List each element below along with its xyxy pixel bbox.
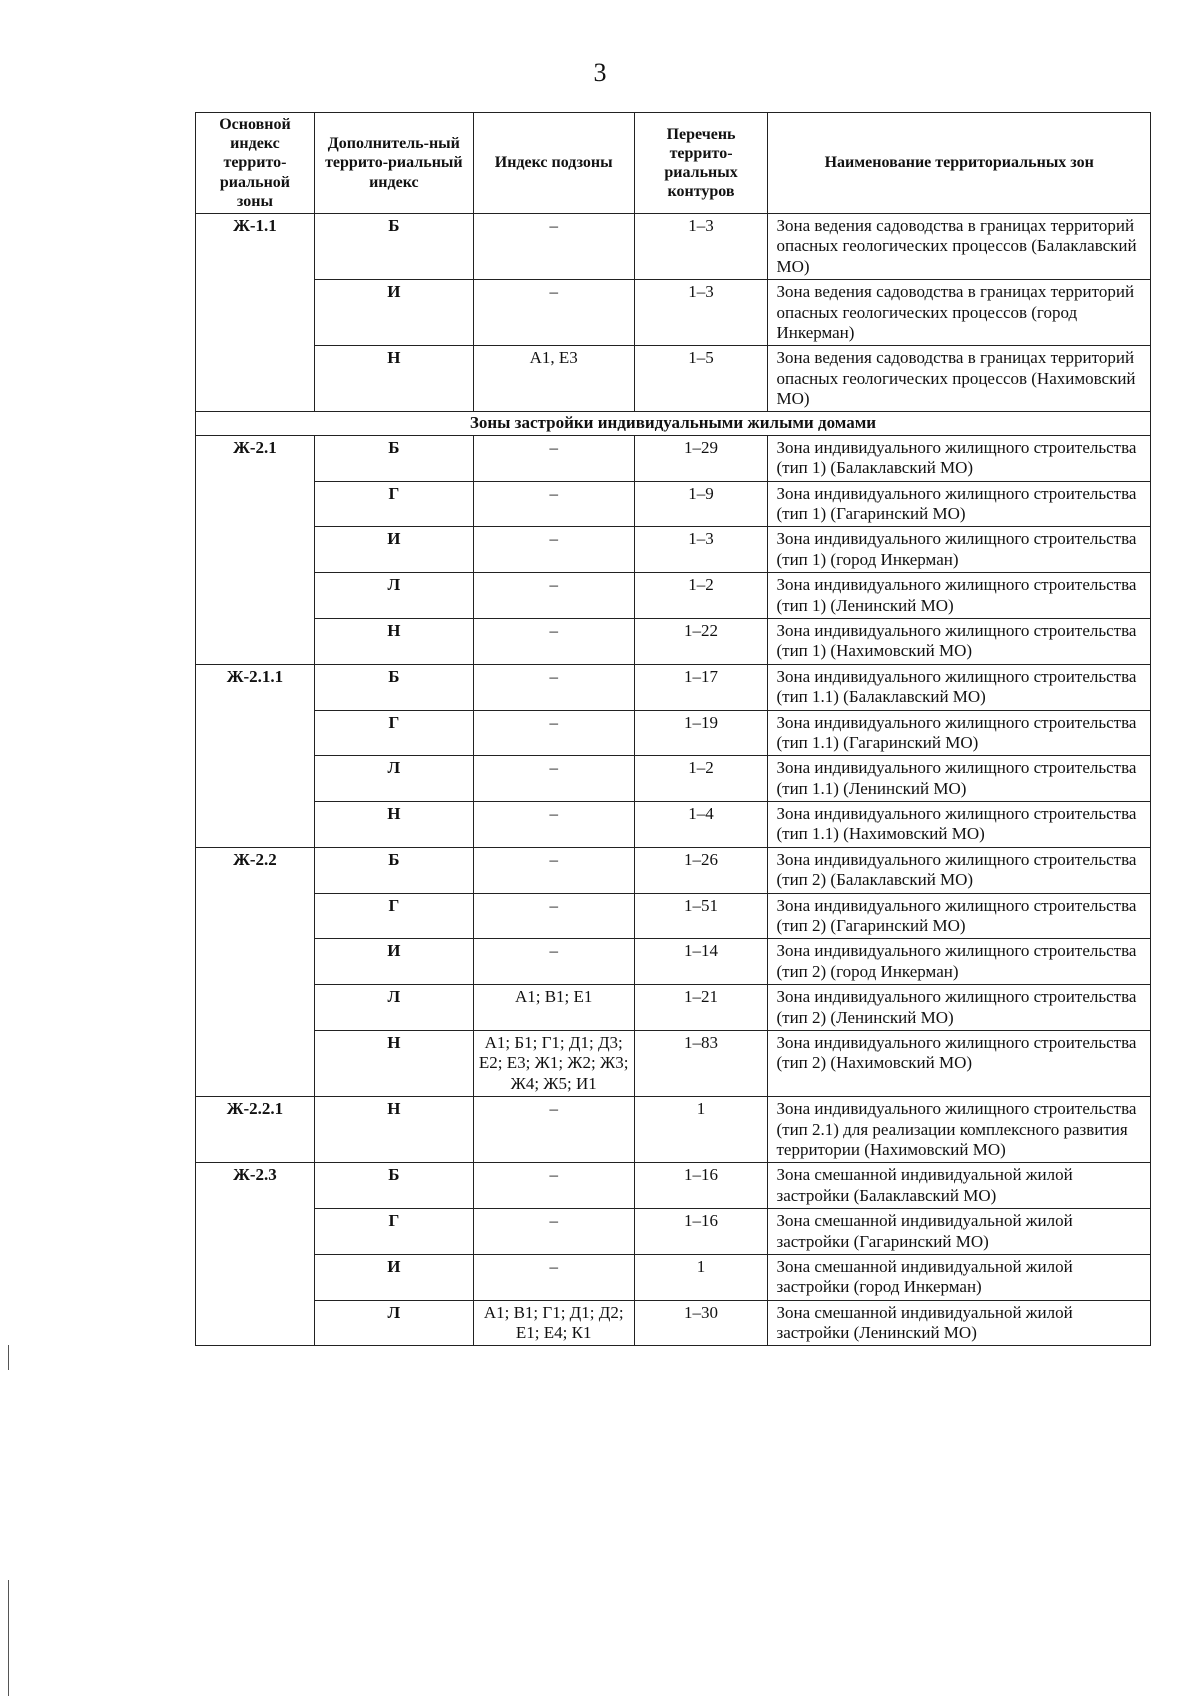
table-row [196,1209,1151,1255]
table-row [196,664,1151,710]
main-index-cell: Ж-2.2.1 [196,1097,315,1163]
main-index-cell: Ж-2.1.1 [196,664,315,847]
sub-index-cell: – [473,618,634,664]
add-index-cell: И [314,527,473,573]
sub-index-cell: – [473,1097,634,1163]
table-row [196,1097,1151,1163]
zone-name-cell: Зона индивидуального жилищного строительства (тип 1.1) (Ленинский МО) [768,756,1151,802]
zone-name-cell: Зона ведения садоводства в границах территорий опасных геологических процессов (Нахимовский МО) [768,346,1151,412]
zone-name-cell: Зона индивидуального жилищного строительства (тип 1.1) (Нахимовский МО) [768,802,1151,848]
table-row [196,1031,1151,1097]
contours-cell: 1–5 [634,346,768,412]
contours-cell: 1–29 [634,435,768,481]
zone-name-cell: Зона индивидуального жилищного строительства (тип 1) (Гагаринский МО) [768,481,1151,527]
main-index-cell: Ж-2.1 [196,435,315,664]
contours-cell: 1–4 [634,802,768,848]
sub-index-cell: – [473,893,634,939]
section-row [196,412,1151,435]
contours-cell: 1–16 [634,1163,768,1209]
section-title: Зоны застройки индивидуальными жилыми домами [196,412,1151,435]
contours-cell: 1 [634,1254,768,1300]
add-index-cell: Г [314,481,473,527]
zone-name-cell: Зона индивидуального жилищного строительства (тип 2.1) для реализации комплексного развития территории (Нахимовский МО) [768,1097,1151,1163]
zone-name-cell: Зона ведения садоводства в границах территорий опасных геологических процессов (Балаклавский МО) [768,213,1151,279]
table-row [196,618,1151,664]
add-index-cell: Б [314,1163,473,1209]
contours-cell: 1–51 [634,893,768,939]
add-index-cell: Л [314,573,473,619]
add-index-cell: И [314,939,473,985]
sub-index-cell: – [473,435,634,481]
table-row [196,481,1151,527]
page-number: 3 [593,58,607,87]
zone-name-cell: Зона смешанной индивидуальной жилой застройки (Балаклавский МО) [768,1163,1151,1209]
add-index-cell: И [314,280,473,346]
add-index-cell: Г [314,893,473,939]
table-header-row [196,113,1151,214]
sub-index-cell: – [473,847,634,893]
add-index-cell: Н [314,618,473,664]
header-name: Наименование территориальных зон [768,113,1151,214]
sub-index-cell: – [473,756,634,802]
add-index-cell: Г [314,1209,473,1255]
add-index-cell: Н [314,1031,473,1097]
table-row [196,435,1151,481]
zone-name-cell: Зона индивидуального жилищного строительства (тип 1) (Ленинский МО) [768,573,1151,619]
header-contours: Перечень террито-риальных контуров [634,113,768,214]
contours-cell: 1–19 [634,710,768,756]
add-index-cell: Б [314,847,473,893]
add-index-cell: Б [314,435,473,481]
zone-name-cell: Зона индивидуального жилищного строительства (тип 2) (Балаклавский МО) [768,847,1151,893]
add-index-cell: И [314,1254,473,1300]
sub-index-cell: – [473,213,634,279]
contours-cell: 1–16 [634,1209,768,1255]
table-row [196,893,1151,939]
contours-cell: 1–22 [634,618,768,664]
sub-index-cell: – [473,1254,634,1300]
contours-cell: 1–2 [634,573,768,619]
table-row [196,213,1151,279]
contours-cell: 1–26 [634,847,768,893]
table-row [196,1300,1151,1346]
table-row [196,802,1151,848]
table-row [196,710,1151,756]
contours-cell: 1 [634,1097,768,1163]
sub-index-cell: А1; В1; Г1; Д1; Д2; Е1; Е4; К1 [473,1300,634,1346]
zone-name-cell: Зона смешанной индивидуальной жилой застройки (Ленинский МО) [768,1300,1151,1346]
contours-cell: 1–2 [634,756,768,802]
add-index-cell: Н [314,346,473,412]
zone-name-cell: Зона индивидуального жилищного строительства (тип 1) (Балаклавский МО) [768,435,1151,481]
add-index-cell: Г [314,710,473,756]
add-index-cell: Л [314,985,473,1031]
zone-name-cell: Зона индивидуального жилищного строительства (тип 1) (Нахимовский МО) [768,618,1151,664]
sub-index-cell: А1; В1; Е1 [473,985,634,1031]
header-main-index: Основной индекс террито-риальной зоны [196,113,315,214]
table-row [196,280,1151,346]
add-index-cell: Л [314,756,473,802]
zones-table [195,112,1151,1346]
main-index-cell: Ж-1.1 [196,213,315,412]
sub-index-cell: А1; Б1; Г1; Д1; Д3; Е2; Е3; Ж1; Ж2; Ж3; Ж4; Ж5; И1 [473,1031,634,1097]
table-row [196,985,1151,1031]
table-body [196,213,1151,1346]
table-row [196,527,1151,573]
zone-name-cell: Зона индивидуального жилищного строительства (тип 1) (город Инкерман) [768,527,1151,573]
sub-index-cell: – [473,527,634,573]
zone-name-cell: Зона индивидуального жилищного строительства (тип 1.1) (Балаклавский МО) [768,664,1151,710]
sub-index-cell: А1, Е3 [473,346,634,412]
sub-index-cell: – [473,280,634,346]
table-row [196,1163,1151,1209]
add-index-cell: Н [314,802,473,848]
contours-cell: 1–3 [634,527,768,573]
zone-name-cell: Зона индивидуального жилищного строительства (тип 1.1) (Гагаринский МО) [768,710,1151,756]
sub-index-cell: – [473,1163,634,1209]
table-row [196,573,1151,619]
contours-cell: 1–17 [634,664,768,710]
contours-cell: 1–30 [634,1300,768,1346]
sub-index-cell: – [473,710,634,756]
add-index-cell: Б [314,213,473,279]
main-index-cell: Ж-2.2 [196,847,315,1096]
zone-name-cell: Зона индивидуального жилищного строительства (тип 2) (Нахимовский МО) [768,1031,1151,1097]
scan-margin-mark [8,1345,9,1370]
contours-cell: 1–21 [634,985,768,1031]
sub-index-cell: – [473,573,634,619]
header-sub-index: Индекс подзоны [473,113,634,214]
add-index-cell: Л [314,1300,473,1346]
contours-cell: 1–3 [634,280,768,346]
add-index-cell: Б [314,664,473,710]
zone-name-cell: Зона смешанной индивидуальной жилой застройки (город Инкерман) [768,1254,1151,1300]
table-row [196,1254,1151,1300]
zone-name-cell: Зона ведения садоводства в границах территорий опасных геологических процессов (город Инкерман) [768,280,1151,346]
sub-index-cell: – [473,481,634,527]
add-index-cell: Н [314,1097,473,1163]
main-index-cell: Ж-2.3 [196,1163,315,1346]
sub-index-cell: – [473,939,634,985]
sub-index-cell: – [473,664,634,710]
zone-name-cell: Зона индивидуального жилищного строительства (тип 2) (Гагаринский МО) [768,893,1151,939]
contours-cell: 1–9 [634,481,768,527]
contours-cell: 1–83 [634,1031,768,1097]
sub-index-cell: – [473,802,634,848]
sub-index-cell: – [473,1209,634,1255]
scan-margin-mark [8,1580,9,1696]
table-row [196,346,1151,412]
header-add-index: Дополнитель-ный террито-риальный индекс [314,113,473,214]
table-row [196,847,1151,893]
contours-cell: 1–14 [634,939,768,985]
zone-name-cell: Зона смешанной индивидуальной жилой застройки (Гагаринский МО) [768,1209,1151,1255]
table-row [196,756,1151,802]
table-row [196,939,1151,985]
contours-cell: 1–3 [634,213,768,279]
zone-name-cell: Зона индивидуального жилищного строительства (тип 2) (Ленинский МО) [768,985,1151,1031]
zone-name-cell: Зона индивидуального жилищного строительства (тип 2) (город Инкерман) [768,939,1151,985]
